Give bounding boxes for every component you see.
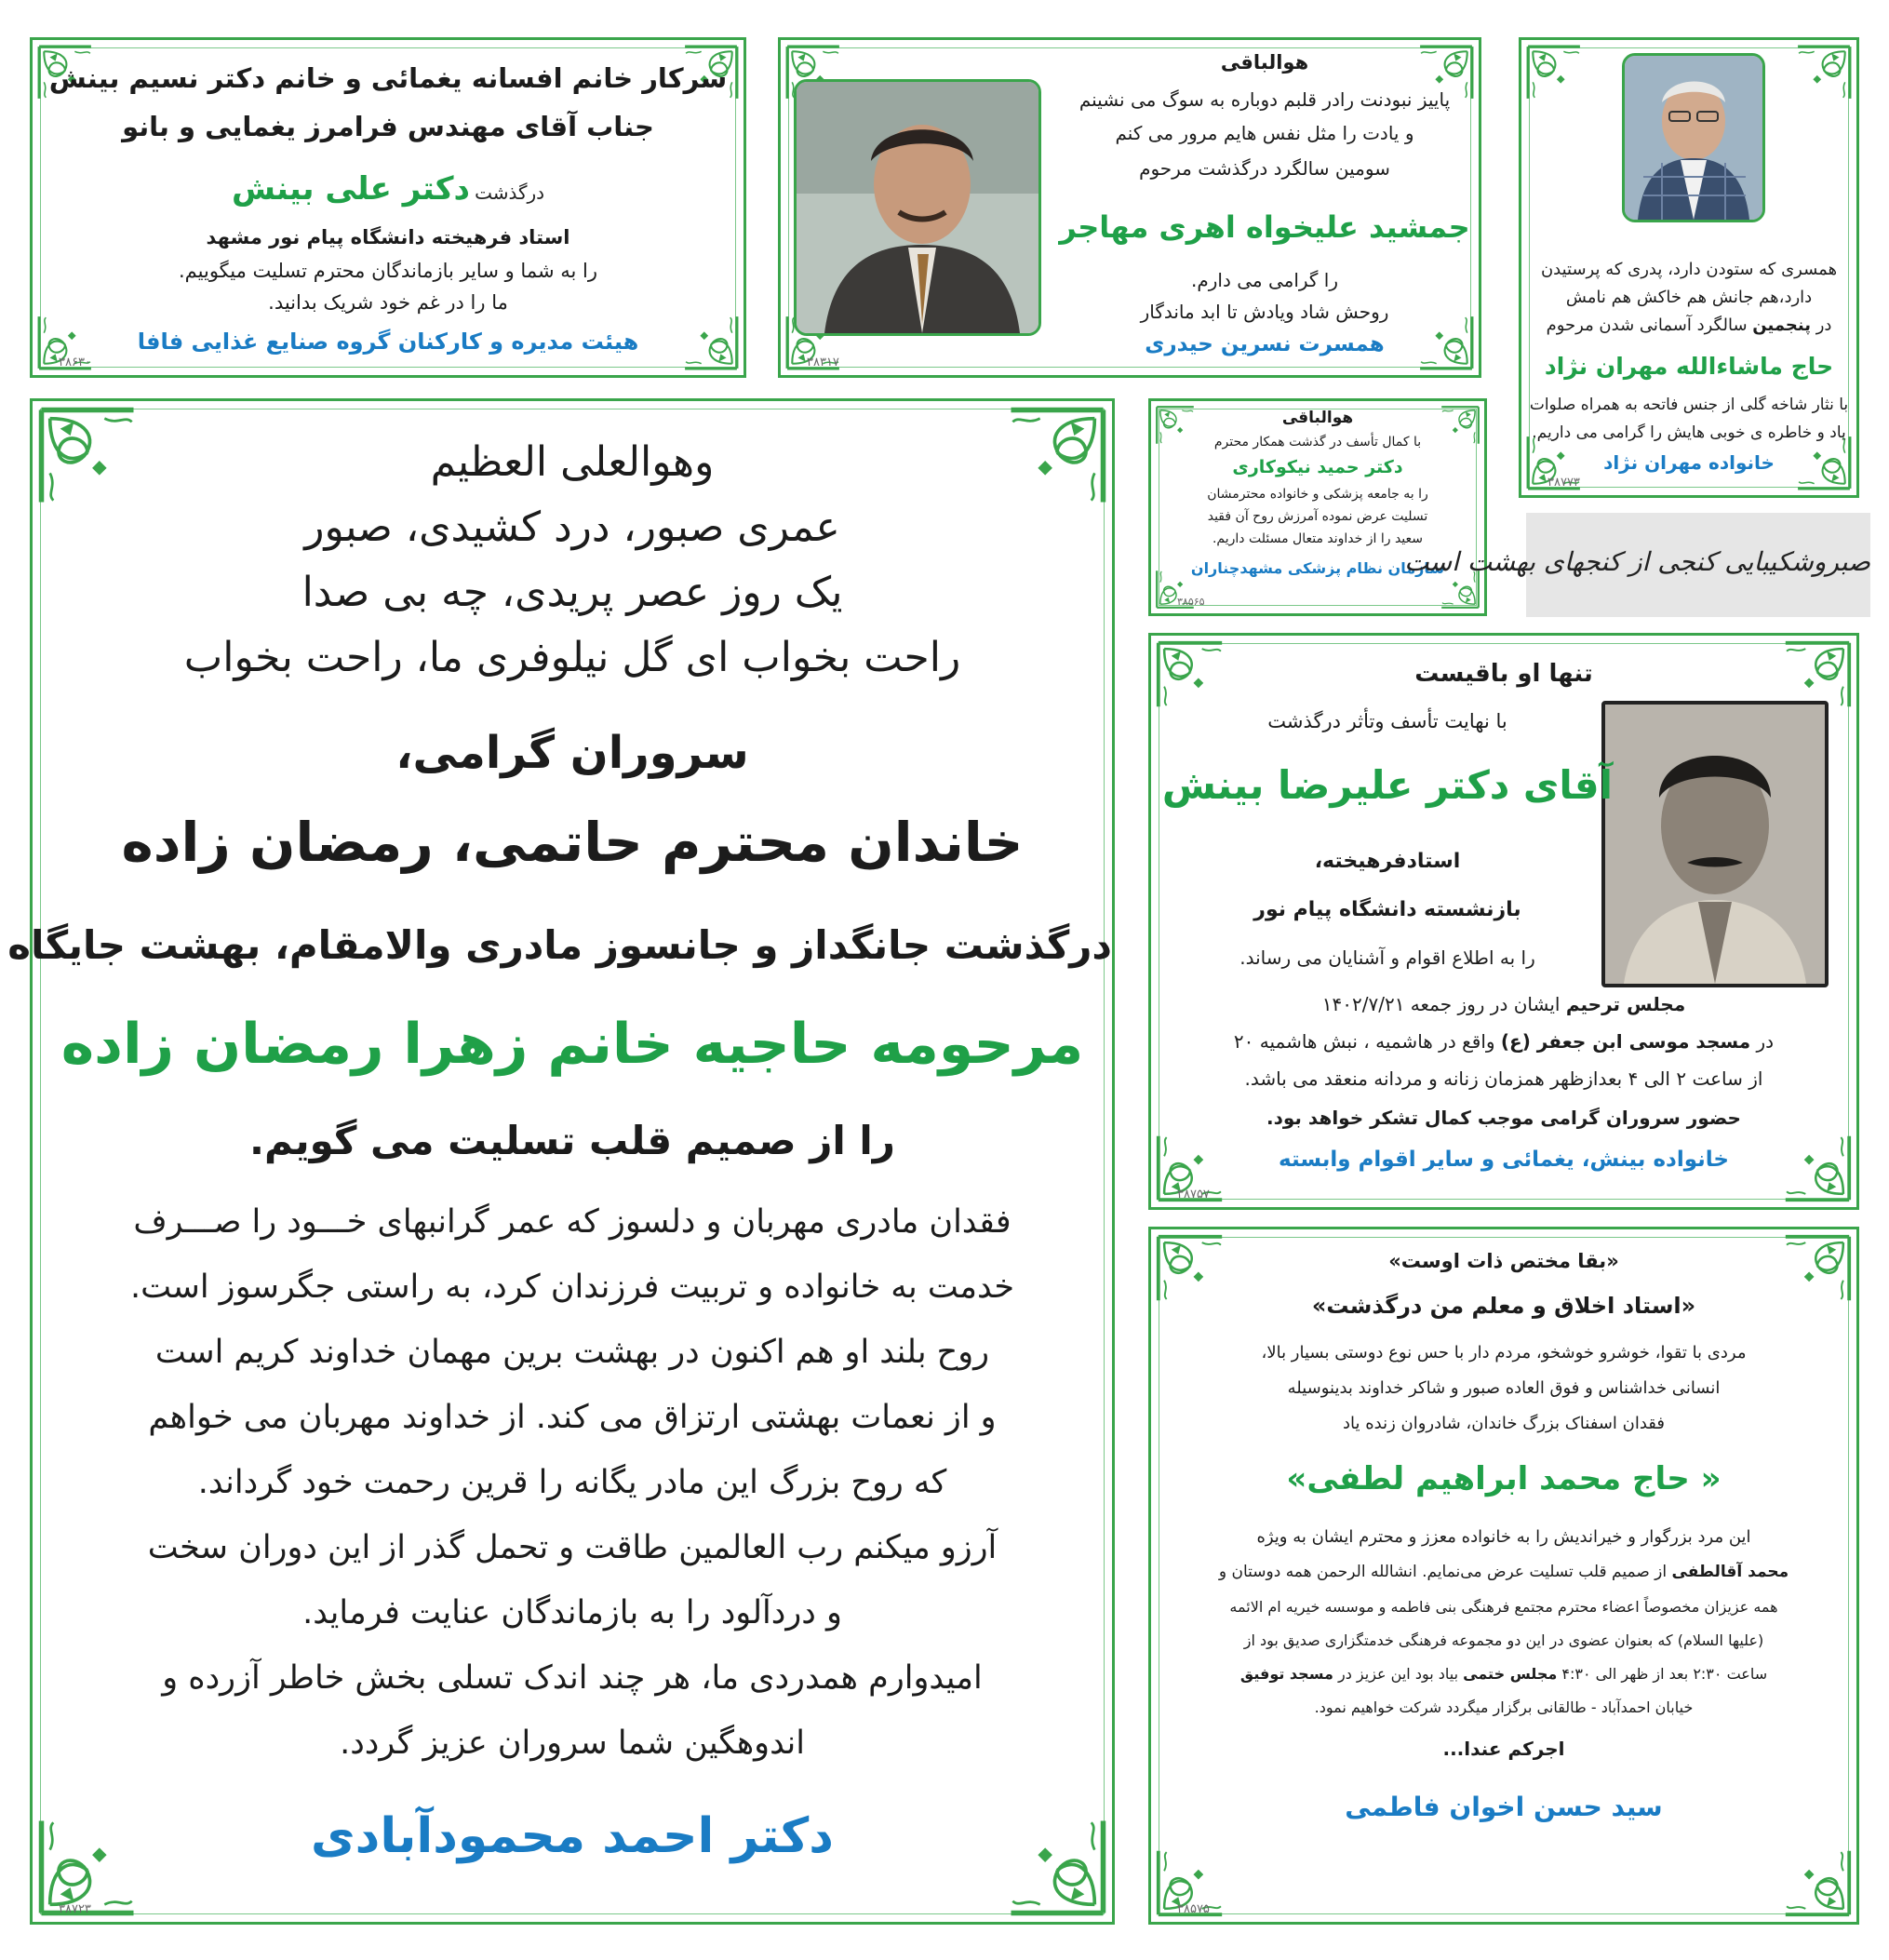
ad-code: ۳۸۷۷۳ xyxy=(1547,476,1580,490)
paragraph-line: روح بلند او هم اکنون در بهشت برین مهمان خداوند کریم است xyxy=(154,1334,990,1371)
ordinal-text: پنجمین xyxy=(1752,315,1811,335)
addressee-line-2: جناب آقای مهندس فرامرز یغمایی و بانو xyxy=(122,111,654,142)
ceremony-line xyxy=(1151,993,1856,1015)
deceased-photo xyxy=(1622,53,1765,222)
body-line: با نثار شاخه گلی از جنس فاتحه به همراه صلوات xyxy=(1529,396,1849,414)
paragraph-line: اندوهگین شما سروران عزیز گردد. xyxy=(340,1725,805,1762)
title-line: بازنشسته دانشگاه پیام نور xyxy=(1253,898,1521,921)
ad-code: ۳۸۵۶۵ xyxy=(1177,596,1205,608)
signature: همسرت نسرین حیدری xyxy=(1145,332,1385,356)
body-line: روحش شاد ویادش تا ابد ماندگار xyxy=(1140,301,1389,323)
address-text: واقع در هاشمیه ، نبش هاشمیه ۲۰ xyxy=(1233,1030,1495,1053)
body-line: را به اطلاع اقوام و آشنایان می رساند. xyxy=(1239,946,1535,969)
thanks-line: حضور سروران گرامی موجب کمال تشکر خواهد بود. xyxy=(1266,1107,1741,1129)
portrait-image xyxy=(1605,705,1825,984)
ad-code: ۳۸۷۵۷ xyxy=(1177,1188,1210,1202)
body-line: ما را در غم خود شریک بدانید. xyxy=(268,291,508,314)
ad-code: ۳۸۶۳۰ xyxy=(59,356,91,369)
body-line: را به جامعه پزشکی و خانواده محترمشان xyxy=(1207,487,1428,502)
location-line xyxy=(1151,1030,1856,1053)
deceased-name: دکتر حمید نیکوکاری xyxy=(1232,457,1403,477)
body-line: دارد،هم جانش هم خاکش هم نامش xyxy=(1565,288,1813,307)
prefix-text: در xyxy=(1815,315,1832,335)
subheader-text: «استاد اخلاق و معلم من درگذشت» xyxy=(1311,1293,1696,1319)
deceased-name: مرحومه حاجیه خانم زهرا رمضان زاده xyxy=(60,1012,1084,1077)
signature: سازمان نظام پزشکی مشهدچناران xyxy=(1190,559,1445,577)
paragraph-line: امیدوارم همدردی ما، هر چند اندک تسلی بخش خاطر آزرده و xyxy=(162,1659,983,1697)
body-line: تسلیت عرض نموده آمرزش روح آن فقید xyxy=(1207,509,1428,524)
calligraphy-text: صبروشکیبایی کنجی از کنجهای بهشت است xyxy=(1404,546,1870,577)
body-line: مردی با تقوا، خوشرو خوشخو، مردم دار با حس نوع دوستی بسیار بالا، xyxy=(1261,1343,1747,1363)
body-line: این مرد بزرگوار و خیراندیش را به خانواده معزز و محترم ایشان به ویژه xyxy=(1256,1527,1751,1547)
anniversary-line: سومین سالگرد درگذشت مرحوم xyxy=(1139,157,1390,180)
condolence-line: را از صمیم قلب تسلیت می گویم. xyxy=(249,1118,895,1163)
body-line: با نهایت تأسف وتأثر درگذشت xyxy=(1267,710,1507,732)
title-line: استاد فرهیخته دانشگاه پیام نور مشهد xyxy=(206,226,570,248)
paragraph-line: و دردآلود را به بازماندگان عنایت فرماید. xyxy=(302,1594,842,1631)
title-line: استادفرهیخته، xyxy=(1314,850,1461,873)
poem-line-1: عمری صبور، درد کشیدی، صبور xyxy=(304,503,840,551)
ceremony-label: مجلس ترحیم xyxy=(1565,993,1686,1015)
body-line: همه عزیزان مخصوصاً اعضاء محترم مجتمع فرهنگی بنی فاطمه و موسسه خیریه ام الائمه xyxy=(1229,1598,1778,1616)
ceremony-date: ایشان در روز جمعه ۱۴۰۲/۷/۲۱ xyxy=(1321,993,1561,1015)
poem-line-2: یک روز عصر پریدی، چه بی صدا xyxy=(301,569,843,616)
prefix-text: درگذشت xyxy=(475,181,545,204)
closing-line: اجرکم عندا... xyxy=(1442,1738,1565,1760)
body-line: خیابان احمدآباد - طالقانی برگزار میگردد شرکت خواهیم نمود. xyxy=(1314,1698,1694,1716)
mosque-name: مسجد موسی ابن جعفر (ع) xyxy=(1500,1030,1751,1053)
body-line: را به شما و سایر بازماندگان محترم تسلیت میگوییم. xyxy=(179,260,597,282)
mosque-name: مسجد توفیق xyxy=(1239,1665,1333,1683)
header-text: «بقا مختص ذات اوست» xyxy=(1388,1250,1619,1272)
paragraph-line: آرزو میکنم رب العالمین طاقت و تحمل گذر از این دوران سخت xyxy=(147,1529,998,1566)
ad-code: ۳۸۵۷۵ xyxy=(1177,1902,1210,1916)
deceased-name: « حاج محمد ابراهیم لطفی» xyxy=(1286,1460,1722,1497)
poem-line-2: و یادت را مثل نفس هایم مرور می کنم xyxy=(1115,122,1414,144)
header-text: تنها او باقیست xyxy=(1414,660,1593,688)
time-text: ساعت ۲:۳۰ بعد از ظهر الی ۴:۳۰ xyxy=(1561,1665,1768,1683)
body-line: یاد و خاطره ی خوبی هایش را گرامی می داریم. xyxy=(1532,423,1846,442)
deceased-name: دکتر علی بینش xyxy=(231,170,470,208)
deceased-photo xyxy=(794,79,1041,336)
body-line: سعید را از خداوند متعال مسئلت داریم. xyxy=(1212,531,1424,546)
body-text: بیاد بود این عزیز در xyxy=(1337,1665,1459,1683)
paragraph-line: که روح بزرگ این مادر یگانه را قرین رحمت خود گرداند. xyxy=(197,1464,947,1501)
condolence-ad-fafa xyxy=(30,37,746,378)
ad-inner-frame xyxy=(40,47,736,368)
ceremony-label: مجلس ختمی xyxy=(1463,1665,1558,1683)
salutation: سروران گرامی، xyxy=(395,727,749,779)
calligraphy-banner xyxy=(1404,513,1870,617)
signature: دکتر احمد محمودآبادی xyxy=(311,1808,834,1864)
poem-line-1: پاییز نبودنت رادر قلبم دوباره به سوگ می نشینم xyxy=(1078,88,1451,111)
condolence-ad-alireza-binesh xyxy=(1148,633,1859,1210)
signature: خانواده بینش، یغمائی و سایر اقوام وابسته xyxy=(1279,1148,1729,1172)
anniversary-text: سالگرد آسمانی شدن مرحوم xyxy=(1546,315,1748,335)
poem-line-3: راحت بخواب ای گل نیلوفری ما، راحت بخواب xyxy=(183,634,961,681)
addressee-line-1: سرکار خانم افسانه یغمائی و خانم دکتر نسیم بینش xyxy=(48,62,728,94)
body-line: (علیها السلام) که بعنوان عضوی در این دو مجموعه فرهنگی خدمتگزاری صدیق بود از xyxy=(1243,1631,1764,1649)
condolence-ad-ramezanzadeh xyxy=(7,398,1115,1925)
passing-line: درگذشت جانگداز و جانسوز مادری والامقام، بهشت جایگاه xyxy=(7,922,1112,968)
header-text: هوالباقی xyxy=(1220,51,1309,74)
corner-ornament xyxy=(1782,1847,1853,1918)
body-text: از صمیم قلب تسلیت عرض می‌نمایم. انشالله الرحمن همه دوستان و xyxy=(1218,1563,1668,1581)
condolence-ad-mehrannejad xyxy=(1519,37,1859,498)
condolence-ad-medical-council xyxy=(1148,398,1487,616)
body-line: انسانی خداشناس و فوق العاده صبور و شاکر خداوند بدینوسیله xyxy=(1287,1378,1721,1398)
ceremony-line xyxy=(1151,1665,1856,1683)
portrait-image xyxy=(797,82,1038,333)
signature: هیئت مدیره و کارکنان گروه صنایع غذایی فافا xyxy=(137,329,639,355)
time-line: از ساعت ۲ الی ۴ بعدازظهر همزمان زنانه و مردانه منعقد می باشد. xyxy=(1244,1067,1763,1090)
deceased-name: آقای دکتر علیرضا بینش xyxy=(1161,762,1614,808)
body-line: فقدان اسفناک بزرگ خاندان، شادروان زنده یاد xyxy=(1342,1414,1666,1433)
condolence-ad-jamshid xyxy=(778,37,1481,378)
portrait-image xyxy=(1625,56,1762,220)
prefix-text: در xyxy=(1756,1030,1775,1053)
corner-ornament xyxy=(1525,44,1583,101)
deceased-name: جمشید علیخواه اهری مهاجر xyxy=(1059,209,1470,245)
recipient-name: محمد آقالطفی xyxy=(1671,1563,1789,1581)
condolence-ad-lotfi xyxy=(1148,1227,1859,1925)
ad-code: ۳۸۳۱۷ xyxy=(807,356,839,369)
family-name: خاندان محترم حاتمی، رمضان زاده xyxy=(121,811,1024,874)
anniversary-line xyxy=(1521,315,1856,335)
deceased-name: حاج ماشاءالله مهران نژاد xyxy=(1544,353,1834,380)
signature: خانواده مهران نژاد xyxy=(1603,451,1775,474)
ad-code: ۳۸۷۲۳ xyxy=(59,1902,91,1916)
body-line: با کمال تأسف در گذشت همکار محترم xyxy=(1213,435,1422,450)
signature: سید حسن اخوان فاطمی xyxy=(1345,1792,1663,1822)
paragraph-line: خدمت به خانواده و تربیت فرزندان کرد، به راستی جگرسوز است. xyxy=(130,1269,1014,1306)
paragraph-line: فقدان مادری مهربان و دلسوز که عمر گرانبهای خـــود را صـــرف xyxy=(133,1203,1011,1241)
body-line: را گرامی می دارم. xyxy=(1190,269,1339,291)
body-line: همسری که ستودن دارد، پدری که پرستیدن xyxy=(1540,260,1838,279)
deceased-photo xyxy=(1601,701,1829,987)
body-line xyxy=(1151,1563,1856,1581)
deceased-line xyxy=(33,170,744,208)
header-text: وهوالعلی العظیم xyxy=(430,438,715,486)
header-text: هوالباقی xyxy=(1281,409,1354,427)
corner-ornament xyxy=(1795,44,1853,101)
paragraph-line: و از نعمات بهشتی ارتزاق می کند. از خداوند مهربان می خواهم xyxy=(148,1399,997,1436)
